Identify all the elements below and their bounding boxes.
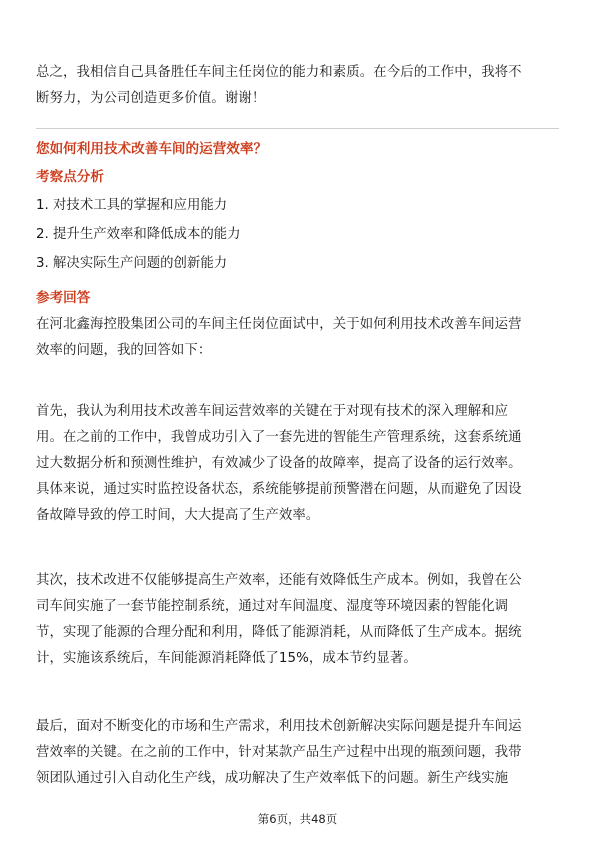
closing-paragraph: [36, 60, 559, 112]
text-line: 用。在之前的工作中，我曾成功引入了一套先进的智能生产管理系统，这套系统通: [36, 430, 522, 445]
text-line: 效率的问题，我的回答如下：: [36, 343, 212, 358]
text-line: 在河北鑫海控股集团公司的车间主任岗位面试中，关于如何利用技术改善车间运营: [36, 317, 522, 332]
text-line: 总之，我相信自己具备胜任车间主任岗位的能力和素质。在今后的工作中，我将不: [36, 65, 522, 80]
text-line: 首先，我认为利用技术改善车间运营效率的关键在于对现有技术的深入理解和应: [36, 404, 509, 419]
analysis-list: [36, 191, 241, 278]
answer-intro-paragraph: [36, 312, 559, 364]
answer-paragraph-2: [36, 568, 559, 672]
list-item: 2. 提升生产效率和降低成本的能力: [36, 227, 241, 242]
text-line: 断努力，为公司创造更多价值。谢谢！: [36, 91, 266, 106]
text-line: 最后，面对不断变化的市场和生产需求，利用技术创新解决实际问题是提升车间运: [36, 719, 522, 734]
text-line: 备故障导致的停工时间，大大提高了生产效率。: [36, 508, 320, 523]
list-item: 3. 解决实际生产问题的创新能力: [36, 256, 228, 271]
text-line: 营效率的关键。在之前的工作中，针对某款产品生产过程中出现的瓶颈问题，我带: [36, 745, 522, 760]
text-line: 领团队通过引入自动化生产线，成功解决了生产效率低下的问题。新生产线实施: [36, 771, 509, 786]
text-line: 具体来说，通过实时监控设备状态，系统能够提前预警潜在问题，从而避免了因设: [36, 482, 522, 497]
answer-paragraph-3: [36, 714, 559, 792]
page-number-footer: 第6页，共48页: [257, 812, 338, 826]
text-line: 其次，技术改进不仅能够提高生产效率，还能有效降低生产成本。例如，我曾在公: [36, 573, 522, 588]
answer-paragraph-1: [36, 399, 559, 529]
text-line: 节，实现了能源的合理分配和利用，降低了能源消耗，从而降低了生产成本。据统: [36, 625, 522, 640]
list-item: 1. 对技术工具的掌握和应用能力: [36, 198, 228, 213]
answer-heading: 参考回答: [36, 290, 91, 306]
analysis-heading: 考察点分析: [36, 169, 104, 185]
text-line: 司车间实施了一套节能控制系统，通过对车间温度、湿度等环境因素的智能化调: [36, 599, 509, 614]
text-line: 过大数据分析和预测性维护，有效减少了设备的故障率，提高了设备的运行效率。: [36, 456, 522, 471]
text-line: 计，实施该系统后，车间能源消耗降低了15%，成本节约显著。: [36, 651, 417, 666]
question-title: 您如何利用技术改善车间的运营效率？: [36, 141, 268, 157]
section-divider: [36, 128, 559, 129]
